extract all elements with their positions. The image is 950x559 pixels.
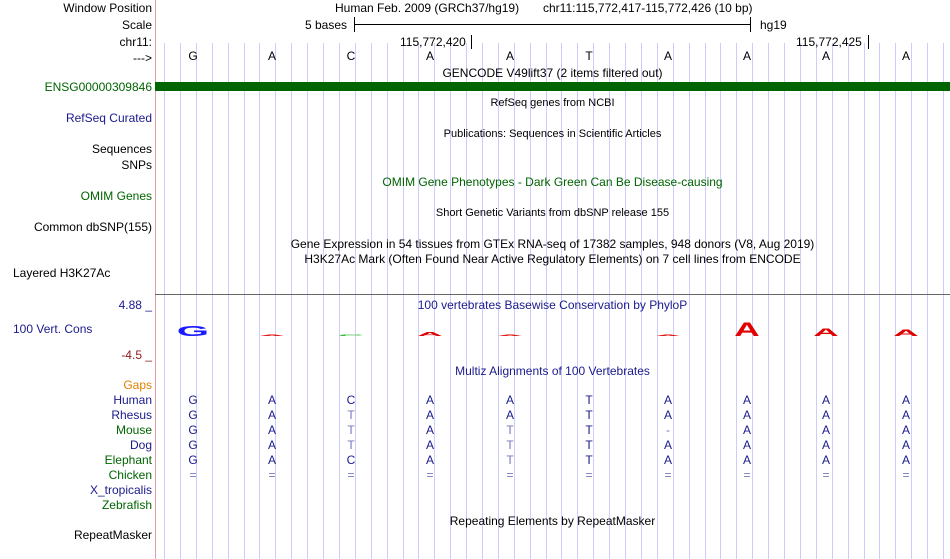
alignment-base: A [821, 438, 830, 452]
alignment-base: T [585, 453, 593, 467]
species-label[interactable]: Chicken [108, 468, 152, 482]
gencode-track-title: GENCODE V49lift37 (2 items filtered out) [442, 66, 663, 80]
alignment-base: A [425, 438, 434, 452]
alignment-base: A [267, 423, 276, 437]
snps-track-label[interactable]: SNPs [121, 158, 152, 172]
scale-label: Scale [121, 18, 152, 32]
scale-bar [354, 17, 751, 32]
reference-base: G [188, 49, 198, 63]
dbsnp-track-label[interactable]: Common dbSNP(155) [33, 220, 152, 234]
reference-base: A [821, 49, 830, 63]
alignment-base: = [268, 468, 276, 482]
window-position-text: chr11:115,772,417-115,772,426 (10 bp) [543, 1, 753, 15]
species-label[interactable]: Human [113, 393, 152, 407]
alignment-base: G [188, 423, 198, 437]
repeatmasker-track-label[interactable]: RepeatMasker [73, 528, 152, 542]
track-separator [155, 294, 950, 295]
alignment-base: = [902, 468, 910, 482]
multiz-track-title: Multiz Alignments of 100 Vertebrates [455, 364, 650, 378]
alignment-base: A [505, 408, 514, 422]
alignment-base: A [742, 438, 751, 452]
chrom-label: chr11: [119, 35, 152, 49]
coordinate-tick-mark-2 [868, 35, 869, 49]
coordinate-tick-1: 115,772,420 [400, 35, 466, 49]
gtex-track-title: Gene Expression in 54 tissues from GTEx RNA-seq of 17382 samples, 948 donors (V8, Aug 2019) [290, 237, 815, 251]
alignment-base: G [188, 453, 198, 467]
reference-base: A [267, 49, 276, 63]
alignment-base: A [663, 438, 672, 452]
alignment-base: T [506, 438, 514, 452]
conservation-glyph: A [734, 318, 760, 341]
alignment-base: = [347, 468, 355, 482]
alignment-base: A [821, 408, 830, 422]
alignment-base: A [425, 408, 434, 422]
gaps-label: Gaps [123, 378, 152, 392]
coordinate-tick-mark-1 [471, 35, 472, 49]
alignment-base: A [901, 453, 910, 467]
alignment-base: A [901, 408, 910, 422]
alignment-base: A [425, 453, 434, 467]
alignment-base: A [742, 393, 751, 407]
gencode-track-label[interactable]: ENSG00000309846 [44, 80, 152, 94]
alignment-base: - [666, 423, 670, 437]
alignment-base: G [188, 408, 198, 422]
assembly-title: Human Feb. 2009 (GRCh37/hg19) [335, 1, 520, 15]
alignment-base: A [663, 453, 672, 467]
alignment-base: T [585, 393, 593, 407]
alignment-base: A [821, 453, 830, 467]
alignment-base: = [664, 468, 672, 482]
species-label[interactable]: Rhesus [111, 408, 152, 422]
alignment-base: T [347, 423, 355, 437]
conservation-logo [155, 320, 950, 350]
alignment-base: A [663, 408, 672, 422]
alignment-base: = [426, 468, 434, 482]
alignment-base: T [506, 453, 514, 467]
alignment-base: G [188, 438, 198, 452]
alignment-base: A [267, 408, 276, 422]
sequences-track-label[interactable]: Sequences [91, 142, 152, 156]
alignment-base: = [506, 468, 514, 482]
alignment-base: A [821, 393, 830, 407]
conservation-track-label[interactable]: 100 Vert. Cons [13, 322, 93, 336]
gencode-gene-bar[interactable] [155, 82, 950, 91]
h3k27ac-track-title: H3K27Ac Mark (Often Found Near Active Regulatory Elements) on 7 cell lines from ENCODE [304, 252, 801, 266]
alignment-base: A [267, 438, 276, 452]
conservation-glyph: A [813, 325, 839, 339]
alignment-base: = [189, 468, 197, 482]
conservation-min-label: -4.5 _ [121, 348, 152, 362]
alignment-base: T [585, 408, 593, 422]
species-label[interactable]: Dog [129, 438, 152, 452]
conservation-glyph: C [338, 334, 364, 337]
alignment-base: G [188, 393, 198, 407]
reference-base: A [901, 49, 910, 63]
reference-base: A [425, 49, 434, 63]
omim-track-label[interactable]: OMIM Genes [80, 189, 152, 203]
window-position-label: Window Position [63, 1, 152, 15]
reference-base: A [663, 49, 672, 63]
publications-track-title: Publications: Sequences in Scientific Articles [443, 128, 662, 140]
species-label[interactable]: X_tropicalis [89, 483, 152, 497]
alignment-base: C [346, 393, 356, 407]
alignment-base: = [822, 468, 830, 482]
alignment-base: T [585, 423, 593, 437]
alignment-base: A [267, 393, 276, 407]
coordinate-tick-2: 115,772,425 [796, 35, 862, 49]
repeatmasker-track-title: Repeating Elements by RepeatMasker [449, 514, 656, 528]
reference-base: A [742, 49, 751, 63]
refseq-track-title: RefSeq genes from NCBI [490, 97, 615, 109]
conservation-glyph: A [417, 330, 443, 338]
alignment-base: A [742, 453, 751, 467]
alignment-base: A [821, 423, 830, 437]
phylop-track-title: 100 vertebrates Basewise Conservation by PhyloP [417, 298, 688, 312]
reference-base: C [346, 49, 356, 63]
reference-base: T [585, 49, 593, 63]
strand-arrow-label[interactable]: ---> [133, 51, 152, 65]
conservation-glyph: A [893, 328, 919, 339]
scale-bar-text: 5 bases [305, 18, 348, 32]
scale-db-text: hg19 [760, 18, 787, 32]
alignment-base: T [585, 438, 593, 452]
alignment-base: A [901, 393, 910, 407]
alignment-base: A [267, 453, 276, 467]
alignment-base: T [347, 408, 355, 422]
alignment-base: A [663, 393, 672, 407]
alignment-base: A [425, 423, 434, 437]
conservation-glyph: A [497, 334, 523, 337]
alignment-base: C [346, 453, 356, 467]
species-label[interactable]: Elephant [104, 453, 152, 467]
alignment-base: = [585, 468, 593, 482]
conservation-max-label: 4.88 _ [118, 298, 152, 312]
species-label[interactable]: Zebrafish [101, 498, 152, 512]
species-label[interactable]: Mouse [115, 423, 152, 437]
alignment-base: T [347, 438, 355, 452]
genome-browser-image[interactable] [155, 0, 950, 559]
dbsnp-track-title: Short Genetic Variants from dbSNP release 155 [435, 207, 670, 219]
refseq-track-label[interactable]: RefSeq Curated [65, 111, 152, 125]
alignment-base: = [743, 468, 751, 482]
alignment-base: T [506, 423, 514, 437]
conservation-glyph: A [259, 334, 285, 337]
alignment-base: A [901, 438, 910, 452]
alignment-base: A [901, 423, 910, 437]
alignment-base: A [505, 393, 514, 407]
conservation-glyph: G [176, 323, 210, 340]
conservation-glyph: A [655, 334, 681, 337]
alignment-base: A [425, 393, 434, 407]
omim-track-title: OMIM Gene Phenotypes - Dark Green Can Be Disease-causing [382, 175, 723, 189]
alignment-base: A [742, 423, 751, 437]
reference-base: A [505, 49, 514, 63]
alignment-base: A [742, 408, 751, 422]
track-label-column [0, 0, 156, 559]
h3k27ac-track-label[interactable]: Layered H3K27Ac [13, 266, 111, 280]
